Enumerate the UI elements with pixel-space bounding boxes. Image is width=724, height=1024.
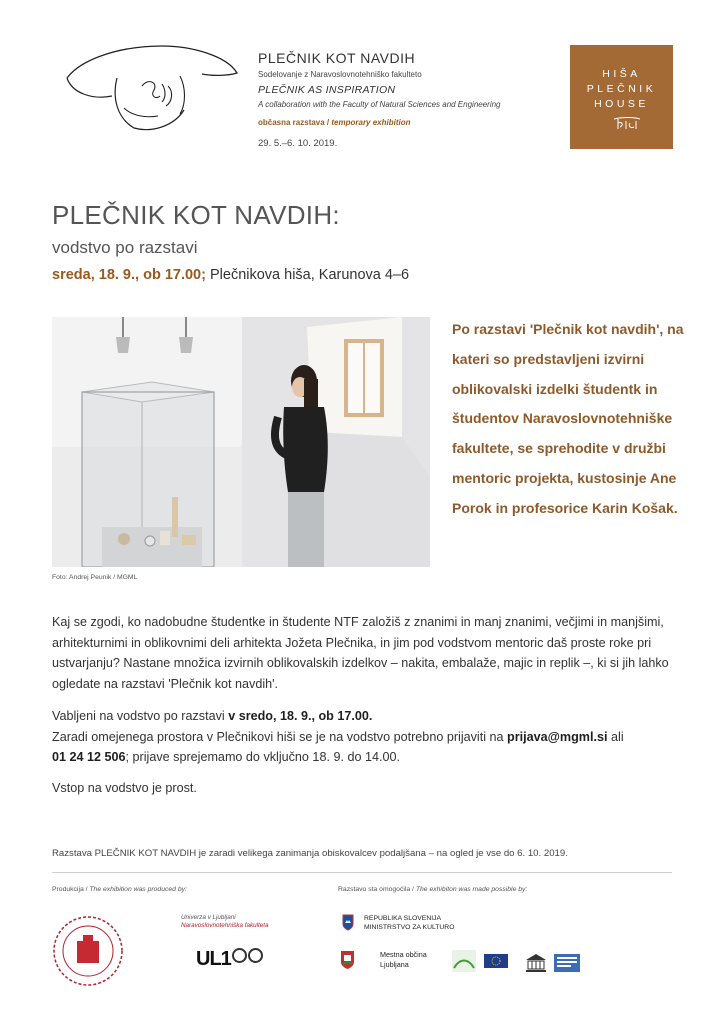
header-subtitle: Sodelovanje z Naravoslovnotehniško fakulteto — [258, 70, 422, 79]
event-title: PLEČNIK KOT NAVDIH: — [52, 200, 340, 230]
header-subtitle-en: A collaboration with the Faculty of Natural Sciences and Engineering — [258, 100, 501, 109]
photo-illustration — [52, 317, 430, 567]
registration-or: ali — [607, 729, 624, 744]
logo-line-3: HOUSE — [594, 98, 649, 110]
uni-line-2: Naravoslovnotehniška fakulteta — [181, 922, 269, 929]
produced-label-en: The exhibition was produced by: — [89, 886, 187, 893]
footer-divider — [52, 872, 672, 873]
event-date: sreda, 18. 9., ob 17.00; — [52, 267, 206, 283]
mgml-logo — [50, 913, 126, 989]
temporary-separator: / — [324, 118, 332, 127]
ul100-text: UL1 — [196, 948, 231, 970]
event-date-location — [52, 267, 409, 283]
temporary-label-sl: občasna razstava — [258, 118, 325, 127]
registration-text: Zaradi omejenega prostora v Plečnikovi hiši se je na vodstvo potrebno prijaviti na — [52, 729, 508, 744]
registration-phone[interactable]: 01 24 12 506 — [52, 750, 126, 764]
slovenia-crest-icon — [342, 914, 354, 931]
produced-label-sl: Produkcija — [52, 886, 84, 893]
unesco-logo — [524, 952, 604, 982]
green-capital-logos — [450, 946, 520, 976]
signature-icon — [612, 115, 642, 131]
event-location: Plečnikova hiša, Karunova 4–6 — [205, 267, 410, 283]
header-title: PLEČNIK KOT NAVDIH — [258, 50, 416, 66]
exhibition-photo — [52, 317, 430, 567]
body-paragraph-2 — [52, 706, 672, 768]
produced-sep: / — [83, 886, 90, 893]
invite-text: Vabljeni na vodstvo po razstavi — [52, 709, 229, 723]
supported-label-sl: Razstavo sta omogočila — [338, 886, 411, 893]
exhibition-dates: 29. 5.–6. 10. 2019. — [258, 138, 338, 149]
supported-label-en: The exhibiton was made possible by: — [415, 886, 528, 893]
hisa-plecnik-logo — [570, 45, 673, 149]
logo-line-2: PLEČNIK — [586, 83, 657, 95]
gov-line-2: MINISTRSTVO ZA KULTURO — [364, 923, 455, 931]
produced-by-label — [52, 886, 187, 893]
logo-line-1: HIŠA — [602, 68, 641, 80]
ljubljana-crest-icon — [340, 950, 355, 970]
invite-date: v sredo, 18. 9., ob 17.00. — [228, 709, 373, 723]
university-logo-text — [181, 914, 269, 930]
plecnik-portrait-sketch — [62, 38, 242, 133]
city-of-ljubljana-text — [380, 950, 427, 970]
body-paragraph-1: Kaj se zgodi, ko nadobudne študentke in študente NTF založiš z znanimi in manj znanimi, večjimi in manjšimi, arhitekturnimi in oblikovnimi deli arhitekta Jožeta Plečnika, in jim pod vodstvom mentoric daš proste roke pri ustvarjanju? Nastane množica izvirnih oblikovalskih izdelkov – nakita, embalaže, majic in replik –, ki si jih lahko ogledate na razstavi 'Plečnik kot navdih'. — [52, 615, 669, 691]
ul100-ring-icon — [248, 948, 263, 963]
mol-line-1: Mestna občina — [380, 950, 427, 959]
temporary-exhibition-label — [258, 118, 411, 127]
registration-deadline: ; prijave sprejemamo do vključno 18. 9. do 14.00. — [125, 750, 400, 764]
photo-caption: Foto: Andrej Peunik / MGML — [52, 574, 138, 581]
supported-sep: / — [410, 886, 416, 893]
event-subtitle: vodstvo po razstavi — [52, 238, 198, 257]
header-title-en: PLEČNIK AS INSPIRATION — [258, 84, 396, 96]
ul100-ring-icon — [232, 948, 247, 963]
extension-note: Razstava PLEČNIK KOT NAVDIH je zaradi velikega zanimanja obiskovalcev podaljšana – na ogled je vse do 6. 10. 2019. — [52, 848, 568, 859]
gov-line-1: REPUBLIKA SLOVENIJA — [364, 915, 442, 922]
mol-line-2: Ljubljana — [380, 960, 409, 969]
body-paragraph-3: Vstop na vodstvo je prost. — [52, 781, 197, 795]
temporary-label-en: temporary exhibition — [331, 118, 411, 127]
registration-email[interactable]: prijava@mgml.si — [507, 729, 608, 744]
supported-by-label — [338, 886, 527, 893]
ul100-logo — [196, 948, 263, 971]
uni-line-1: Univerza v Ljubljani — [181, 914, 236, 921]
intro-paragraph: Po razstavi 'Plečnik kot navdih', na kateri so predstavljeni izvirni oblikovalski izdelki študentk in študentov Naravoslovnotehniške fakultete, se sprehodite v družbi mentoric projekta, kustosinje Ane Porok in profesorice Karin Košak. — [452, 321, 684, 516]
ministry-logo-text — [364, 915, 455, 932]
